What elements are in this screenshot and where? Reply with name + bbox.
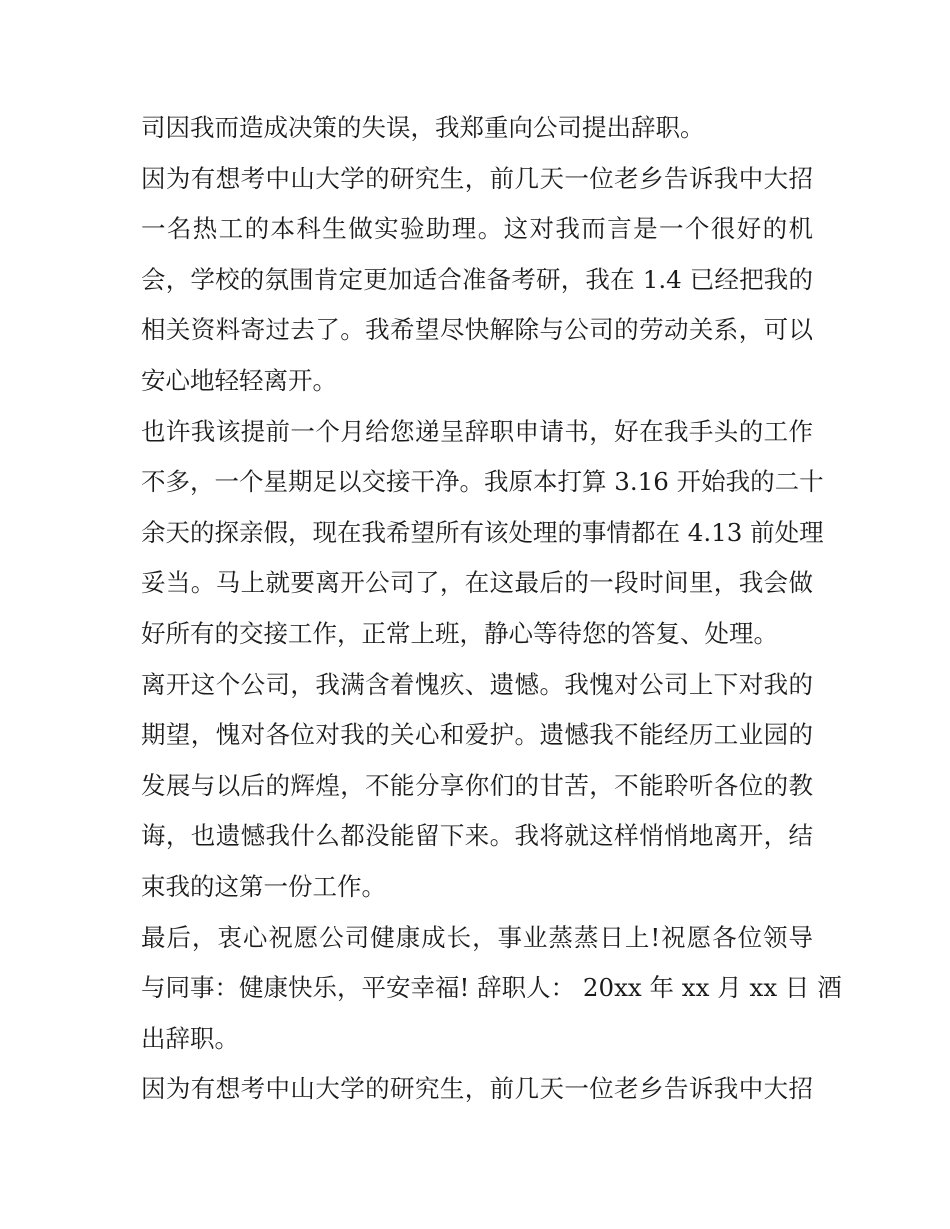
text-line: 安心地轻轻离开。: [141, 365, 337, 395]
text-line: 因为有想考中山大学的研究生，前几天一位老乡告诉我中大招: [141, 163, 813, 193]
text-line: 好所有的交接工作，正常上班，静心等待您的答复、处理。: [141, 618, 778, 648]
text-line: 一名热工的本科生做实验助理。这对我而言是一个很好的机: [141, 214, 813, 244]
text-line: 期望，愧对各位对我的关心和爱护。遗憾我不能经历工业园的: [141, 720, 813, 750]
text-line: 最后，衷心祝愿公司健康成长，事业蒸蒸日上!祝愿各位领导: [141, 922, 813, 952]
text-line: 出辞职。: [141, 1023, 239, 1053]
text-line: 也许我该提前一个月给您递呈辞职申请书，好在我手头的工作: [141, 416, 813, 446]
text-line: 司因我而造成决策的失误，我郑重向公司提出辞职。: [141, 113, 705, 142]
resignation-letter-body: [141, 103, 842, 1115]
text-line: 相关资料寄过去了。我希望尽快解除与公司的劳动关系，可以: [141, 315, 813, 345]
text-line: 发展与以后的辉煌，不能分享你们的甘苦，不能聆听各位的教: [141, 770, 813, 800]
text-line: 会，学校的氛围肯定更加适合准备考研，我在 1.4 已经把我的: [141, 264, 813, 294]
text-line: 束我的这第一份工作。: [141, 871, 386, 901]
text-line: 诲，也遗憾我什么都没能留下来。我将就这样悄悄地离开，结: [141, 821, 813, 851]
text-line: 不多，一个星期足以交接干净。我原本打算 3.16 开始我的二十: [141, 467, 824, 497]
text-line: 妥当。马上就要离开公司了，在这最后的一段时间里，我会做: [141, 568, 813, 598]
text-line: 与同事：健康快乐，平安幸福! 辞职人： 20xx 年 xx 月 xx 日 酒: [141, 973, 842, 1003]
text-line: 因为有想考中山大学的研究生，前几天一位老乡告诉我中大招: [141, 1074, 813, 1104]
text-line: 余天的探亲假，现在我希望所有该处理的事情都在 4.13 前处理: [141, 517, 824, 547]
text-line: 离开这个公司，我满含着愧疚、遗憾。我愧对公司上下对我的: [141, 669, 813, 699]
